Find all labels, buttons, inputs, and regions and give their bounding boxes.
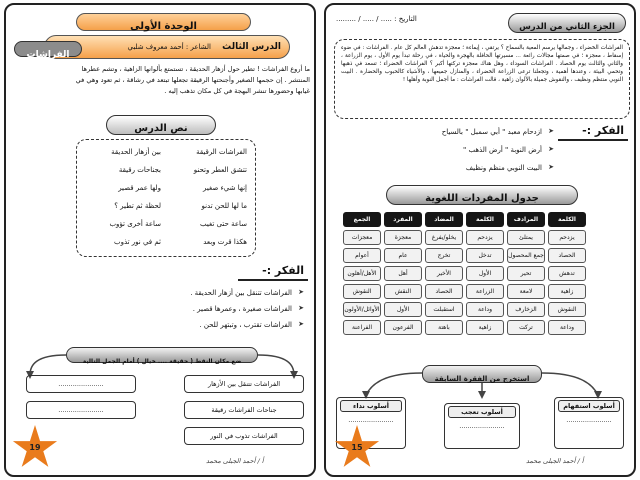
table-cell: أهل	[384, 266, 422, 281]
table-cell: النقوش	[343, 284, 381, 299]
table-cell: أعوام	[343, 248, 381, 263]
answer-field[interactable]	[26, 401, 136, 419]
ideas-heading	[558, 123, 628, 141]
table-cell: يخلو/يفرغ	[425, 230, 463, 245]
extract-title-bar	[422, 365, 542, 383]
ideas-title: الفكر :-	[262, 264, 304, 277]
table-cell: لامعة	[507, 284, 545, 299]
signature: أ / أحمد الجبلى محمد	[206, 457, 264, 465]
table-cell: النقوش	[548, 302, 586, 317]
style-label: أسلوب استفهام	[558, 400, 620, 412]
poem-line-right: الفراشات الرقيقة	[196, 148, 247, 156]
table-cell: معجزة	[384, 230, 422, 245]
table-cell: تدهش	[548, 266, 586, 281]
table-cell: زاهية	[466, 320, 504, 335]
vocab-table	[340, 209, 589, 338]
column-header: الجمع	[343, 212, 381, 227]
table-cell: وداعة	[466, 302, 504, 317]
poem-line-left: ولها عمر قصير	[118, 184, 161, 192]
arrow-bullet-icon: ➤	[298, 320, 304, 328]
table-cell: الفراعنة	[343, 320, 381, 335]
idea-item	[66, 319, 306, 335]
style-label: أسلوب نداء	[340, 400, 402, 412]
idea-item	[336, 125, 556, 143]
poem-line-right: تتشق العطر وتحنو	[193, 166, 247, 174]
poem-line-left: ساعة أخرى تؤوب	[109, 220, 161, 228]
answer-field[interactable]: ......................	[459, 422, 505, 430]
idea-text: البيت النوبي منظم ونظيف	[465, 164, 542, 172]
signature: أ / أحمد الجبلى محمد	[526, 457, 584, 465]
intro-line: المنتشر . إن حجمها الصغير وأجنحتها الرقيقة تجعلها تبتعد في رشاقة ، ثم تعود وهي في	[75, 76, 310, 85]
table-cell: الزراعة	[466, 284, 504, 299]
intro-paragraph	[12, 65, 310, 96]
idea-text: أرض النوبة " أرض الذهب "	[463, 146, 542, 154]
poet-name: الشاعر : أحمد معروف شلبي	[127, 43, 211, 51]
table-cell: معجزات	[343, 230, 381, 245]
curved-arrow-icon	[366, 373, 422, 395]
curved-arrow-icon	[542, 373, 598, 395]
table-cell: الأول	[466, 266, 504, 281]
table-cell: استقبلت	[425, 302, 463, 317]
table-row	[343, 266, 586, 281]
poem-line-left: ثم في نور تذوب	[113, 238, 161, 246]
idea-text: ازدحام معبد " أبي سمبل " بالسياح	[441, 128, 542, 136]
text-title-ribbon	[106, 115, 216, 135]
ideas-heading	[238, 263, 308, 281]
table-cell: يزدحم	[548, 230, 586, 245]
table-row	[343, 284, 586, 299]
intro-box	[334, 39, 630, 119]
table-cell: زاهية	[548, 284, 586, 299]
table-cell: تحير	[507, 266, 545, 281]
part-title: الجزء الثاني من الدرس	[519, 22, 615, 32]
poem-line-right: ما لها للحن تدنو	[201, 202, 247, 210]
sentence-text: الفراشات تتنقل بين الأزهار	[207, 380, 281, 388]
intro-line: غيابها وحضورها تنشر البهجة في كل مكان تذهب إليه .	[164, 87, 310, 96]
arrow-bullet-icon: ➤	[298, 288, 304, 296]
page-number: 19	[29, 443, 41, 452]
table-cell: تخرج	[425, 248, 463, 263]
table-cell: يزدحم	[466, 230, 504, 245]
poem-line-left: لحظة ثم تطير ؟	[114, 202, 161, 210]
table-cell: الزخارف	[507, 302, 545, 317]
table-cell: الحصاد	[425, 284, 463, 299]
answer-dots: ......................	[58, 406, 104, 414]
exercise-sentence	[184, 427, 304, 445]
column-header: الكلمة	[466, 212, 504, 227]
arrow-bullet-icon: ➤	[548, 145, 554, 153]
poem-line-right: إنها شيء صغير	[203, 184, 247, 192]
arrow-bullet-icon: ➤	[548, 163, 554, 171]
style-box	[444, 403, 520, 449]
idea-item	[66, 303, 306, 319]
poem-line-left: بين أزهار الحديقة	[111, 148, 161, 156]
table-cell: الأخير	[425, 266, 463, 281]
exercise-title-bar	[66, 347, 258, 363]
table-row	[343, 248, 586, 263]
intro-paragraph: الفراشات الخضراء ، وجمالها يرسم المعية بالسماح ؟ يرتقي ، إيماءة ؛ معجزة تدهش العالم كل عام . الفراشات : في ضوء إسقاط ، معجزة ؛ في صمتها مجالات رائعة ... مسيرتها الحافلة بالهجرة والحياة ، في رحلة تبدأ يوم الأول ، يوم الزراعة ، والثاني والثالث يوم الحصاد . الفراشات السوداء ، وهل هناك معجزة تركتها أكبر ؟ الفراشات الخضراء ؛ تسعد في ذهبها وتحمي البيئة ، وعندها أهمية ، وتجعلنا ترعى الزراعة الخضراء ، والمنازل جميعها ، والأشياء كالحبوب والحضارة . البيت النوبي منتظم ونظيف ، والنقوش جميلة بالألوان زاهية ، قالت الفراشات : ما أجمل النوبة وأهلها !	[341, 45, 623, 84]
ideas-list	[336, 125, 556, 179]
idea-text: الفراشات تتنقل بين أزهار الحديقة .	[190, 289, 292, 297]
page-number: 15	[351, 443, 363, 452]
sentence-text: الفراشات تذوب في النور	[210, 432, 278, 440]
ideas-list	[66, 287, 306, 335]
poem-line-left: بجناحات رقيقة	[118, 166, 161, 174]
column-header: الكلمة	[548, 212, 586, 227]
table-row	[343, 320, 586, 335]
table-cell: باهتة	[425, 320, 463, 335]
table-row	[343, 230, 586, 245]
arrow-bullet-icon: ➤	[298, 304, 304, 312]
lesson-name-ribbon	[14, 41, 82, 60]
answer-field[interactable]: ......................	[348, 416, 394, 424]
vocab-title-ribbon	[386, 185, 578, 205]
table-cell: الفرعون	[384, 320, 422, 335]
vocab-title: جدول المفردات اللغوية	[425, 193, 539, 204]
date-line: التاريخ : ..... / ..... / .........	[336, 15, 417, 23]
intro-line: ما أروع الفراشات ! تطير حول أزهار الحديقة ، تستمتع بألوانها الزاهية ، وتشم عطرها	[81, 65, 310, 73]
exercise-sentence	[184, 401, 304, 419]
table-cell: النقش	[384, 284, 422, 299]
arrow-bullet-icon: ➤	[548, 127, 554, 135]
text-title: نص الدرس	[134, 123, 188, 134]
ideas-title: الفكر :-	[582, 124, 624, 137]
curved-arrow-icon	[258, 355, 294, 375]
table-cell: الأوائل/الأولون	[343, 302, 381, 317]
poem-line-right: ساعة حتى تغيب	[200, 220, 247, 228]
table-cell: تركت	[507, 320, 545, 335]
idea-item	[66, 287, 306, 303]
exercise-sentence	[184, 375, 304, 393]
answer-field[interactable]: ......................	[566, 416, 612, 424]
idea-item	[336, 143, 556, 161]
extract-title: استخرج من الفقرة السابقة	[434, 375, 530, 383]
style-label: أسلوب تعجب	[448, 406, 516, 418]
sentence-text: جناحات الفراشات رقيقة	[211, 406, 277, 414]
table-cell: جمع المحصول	[507, 248, 545, 263]
table-cell: يمتلئ	[507, 230, 545, 245]
exercise-title: ضع مكان النقط ( حقيقة .... خيال ) أمام الجمل التالية	[82, 358, 242, 365]
curved-arrow-icon	[30, 355, 66, 375]
column-header: المضاد	[425, 212, 463, 227]
table-cell: وداعة	[548, 320, 586, 335]
style-box	[554, 397, 624, 449]
table-row	[343, 302, 586, 317]
lesson-label: الدرس الثالث	[222, 42, 281, 52]
table-cell: الأول	[384, 302, 422, 317]
table-cell: الأهل/أهلون	[343, 266, 381, 281]
unit-title: الوحدة الأولى	[130, 21, 197, 32]
right-page	[324, 3, 636, 477]
part-title-ribbon	[508, 13, 626, 33]
table-header-row	[343, 212, 586, 227]
lesson-name: الفراشات	[26, 50, 70, 60]
column-header: المفرد	[384, 212, 422, 227]
column-header: المرادف	[507, 212, 545, 227]
left-page	[4, 3, 316, 477]
idea-text: الفراشات تقترب ، وتبتهر للحن .	[199, 321, 292, 329]
idea-item	[336, 161, 556, 179]
answer-field[interactable]	[26, 375, 136, 393]
poem-box	[76, 139, 256, 257]
table-cell: تدخل	[466, 248, 504, 263]
table-cell: عام	[384, 248, 422, 263]
table-cell: الحصاد	[548, 248, 586, 263]
idea-text: الفراشات صغيرة ، وعمرها قصير .	[192, 305, 292, 313]
answer-dots: ......................	[58, 380, 104, 388]
unit-title-ribbon	[76, 13, 251, 31]
poem-line-right: هكذا قرت وبعد	[203, 238, 247, 246]
